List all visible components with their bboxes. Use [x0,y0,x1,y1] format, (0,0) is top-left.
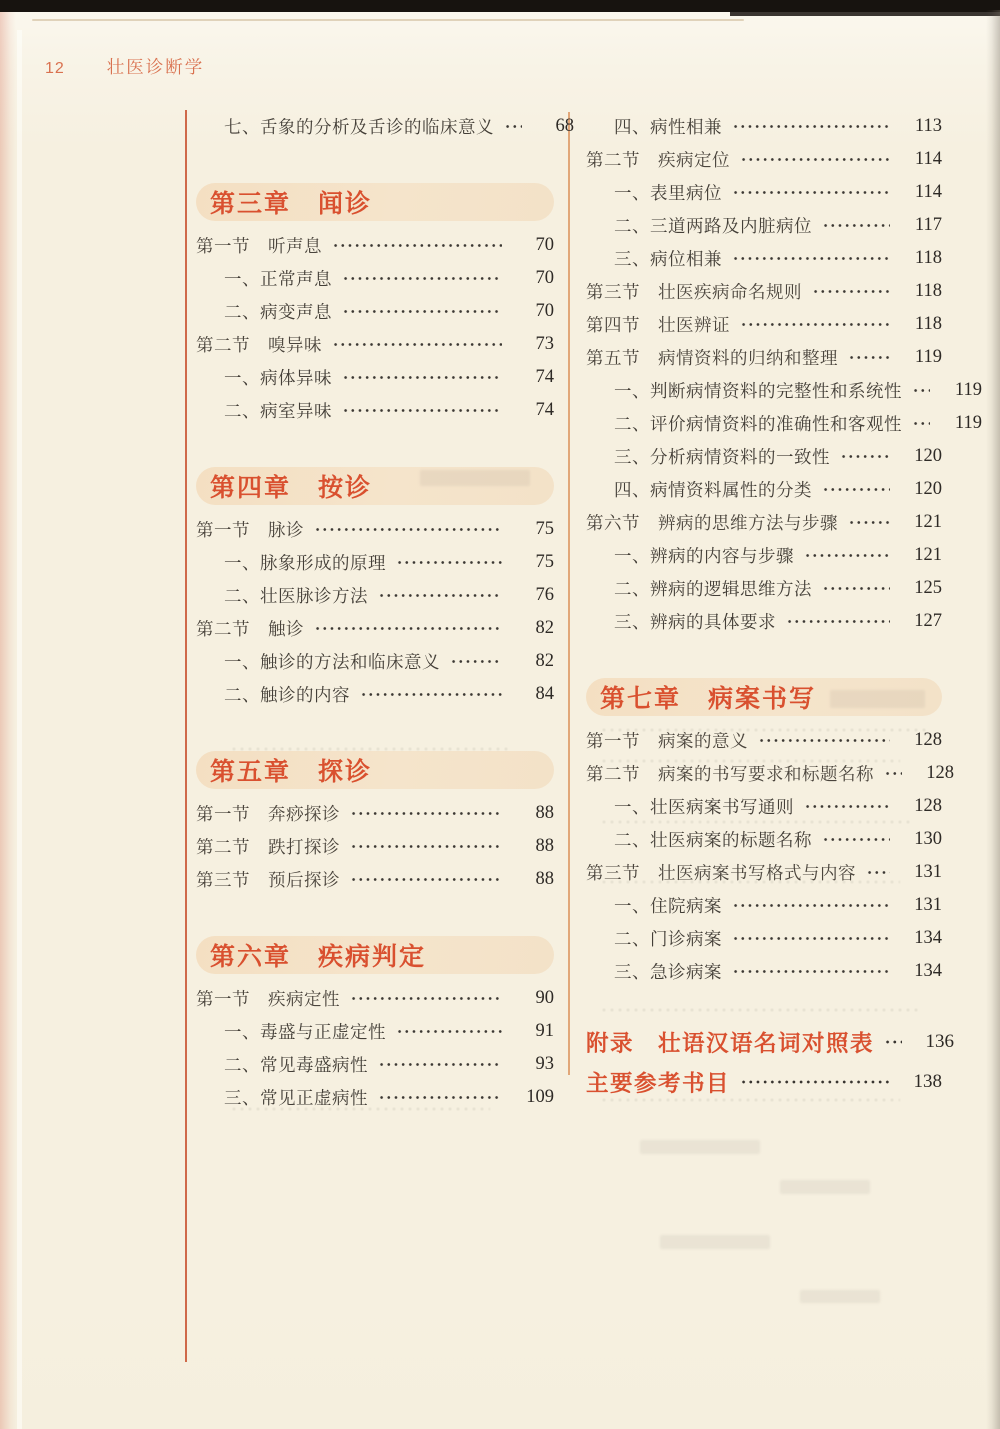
toc-entry-page: 118 [914,248,942,268]
toc-entry-page: 136 [925,1031,955,1052]
dot-leader [396,546,502,579]
toc-entry [586,209,942,242]
running-header [45,54,204,79]
dot-leader [350,830,502,863]
chapter-heading [196,751,554,789]
toc-entry-page: 119 [914,347,942,367]
dot-leader [314,513,502,546]
toc-entry [586,539,942,572]
toc-entry-title: 七、舌象的分析及舌诊的临床意义 [224,117,494,137]
dot-leader [884,1022,902,1062]
toc-entry-title: 三、常见正虚病性 [224,1088,368,1108]
dot-leader [822,823,890,856]
toc-entry-page: 75 [535,519,554,539]
toc-entry-page: 118 [914,281,942,301]
toc-entry-title: 第一节 听声息 [196,236,322,256]
toc-entry [586,341,942,374]
dot-leader [740,308,890,341]
toc-entry-page: 127 [914,611,942,631]
book-title: 壮医诊断学 [106,57,205,77]
dot-leader [342,295,502,328]
toc-entry-page: 119 [954,380,982,400]
toc-entry-page: 74 [535,367,554,387]
toc-entry-page: 131 [914,895,942,915]
toc-entry-page: 88 [535,869,554,889]
toc-entry [586,407,982,440]
bleed-artifact [230,745,510,753]
toc-entry-page: 88 [535,803,554,823]
toc-entry-page: 75 [535,552,554,572]
toc-entry-title: 第二节 触诊 [196,619,304,639]
dot-leader [822,572,890,605]
toc-entry-title: 一、壮医病案书写通则 [614,797,794,817]
scan-top-edge-shadow [730,12,1000,16]
dot-leader [332,328,502,361]
toc-entry-page: 117 [914,215,942,235]
dot-leader [732,176,890,209]
toc-entry-title: 一、触诊的方法和临床意义 [224,652,440,672]
toc-entry [586,1022,955,1062]
toc-entry-title: 三、分析病情资料的一致性 [614,447,830,467]
chapter-heading [196,936,554,974]
dot-leader [740,143,890,176]
toc-entry-page: 128 [914,730,942,750]
left-margin-rule [185,110,187,1362]
toc-entry-title: 二、评价病情资料的准确性和客观性 [614,414,902,434]
page-number: 12 [45,60,65,77]
toc-entry-page: 118 [914,314,942,334]
toc-entry [196,1015,554,1048]
toc-entry [586,922,942,955]
toc-entry [586,823,942,856]
toc-entry-title: 一、辨病的内容与步骤 [614,546,794,566]
bleed-artifact [230,1105,490,1113]
dot-leader [378,579,502,612]
toc-entry [586,308,942,341]
toc-entry-title: 一、毒盛与正虚定性 [224,1022,386,1042]
chapter-heading-label: 第四章 按诊 [210,474,373,502]
toc-entry-title: 第三节 壮医疾病命名规则 [586,282,802,302]
toc-entry-page: 125 [914,578,942,598]
dot-leader [378,1048,502,1081]
toc-entry-title: 二、三道两路及内脏病位 [614,216,812,236]
dot-leader [732,242,890,275]
toc-entry [586,275,942,308]
toc-entry-page: 88 [535,836,554,856]
toc-entry-page: 74 [535,400,554,420]
toc-entry-page: 138 [913,1071,942,1092]
toc-entry-title: 第二节 嗅异味 [196,335,322,355]
toc-entry [586,955,942,988]
bleed-artifact [600,878,900,886]
toc-entry [196,579,554,612]
toc-entry-title: 二、壮医脉诊方法 [224,586,368,606]
toc-entry-page: 70 [535,301,554,321]
toc-entry-title: 一、住院病案 [614,896,722,916]
bleed-artifact [420,470,530,486]
toc-entry-title: 主要参考书目 [586,1071,731,1096]
toc-entry-page: 130 [914,829,942,849]
toc-entry [196,262,554,295]
toc-entry-page: 120 [914,446,942,466]
scan-top-edge [0,0,1000,12]
bleed-artifact [600,1006,920,1014]
dot-leader [350,982,502,1015]
toc-column-right [586,110,982,1102]
dot-leader [332,229,502,262]
toc-entry-title: 第一节 奔痧探诊 [196,804,340,824]
toc-entry [586,242,942,275]
bleed-artifact [780,1180,870,1194]
toc-entry-page: 114 [914,182,942,202]
toc-entry-page: 131 [914,862,942,882]
dot-leader [732,922,890,955]
toc-entry [196,797,554,830]
toc-entry-page: 70 [535,268,554,288]
toc-entry-page: 121 [914,545,942,565]
dot-leader [822,473,890,506]
scan-right-edge [986,10,1000,1429]
toc-entry [196,1048,554,1081]
toc-entry [196,546,554,579]
toc-entry-page: 128 [926,763,954,783]
toc-entry-page: 113 [914,116,942,136]
bleed-artifact [600,1096,900,1104]
toc-entry-page: 121 [914,512,942,532]
dot-leader [732,889,890,922]
toc-entry [196,863,554,896]
toc-entry [586,176,942,209]
toc-entry-title: 第三节 预后探诊 [196,870,340,890]
dot-leader [350,797,502,830]
toc-entry [196,830,554,863]
toc-entry-page: 84 [535,684,554,704]
toc-entry-title: 第一节 脉诊 [196,520,304,540]
toc-entry-title: 三、辨病的具体要求 [614,612,776,632]
toc-entry-title: 第一节 疾病定性 [196,989,340,1009]
scan-left-highlight [17,30,22,1429]
toc-entry [586,374,982,407]
toc-entry [586,889,942,922]
toc-entry [586,110,942,143]
toc-entry [586,473,942,506]
toc-entry [196,328,554,361]
toc-entry-page: 82 [535,618,554,638]
chapter-heading-label: 第五章 探诊 [210,758,373,786]
dot-leader [314,612,502,645]
dot-leader [342,361,502,394]
toc-entry [196,982,554,1015]
chapter-heading-label: 第七章 病案书写 [600,685,817,713]
toc-entry-title: 第二节 病案的书写要求和标题名称 [586,764,874,784]
toc-entry [196,361,554,394]
dot-leader [342,394,502,427]
toc-entry-title: 第三节 壮医病案书写格式与内容 [586,863,856,883]
toc-entry-title: 四、病情资料属性的分类 [614,480,812,500]
bleed-artifact [600,726,930,734]
toc-entry-title: 第五节 病情资料的归纳和整理 [586,348,838,368]
toc-entry [196,295,554,328]
toc-entry-title: 二、壮医病案的标题名称 [614,830,812,850]
chapter-heading-label: 第六章 疾病判定 [210,943,427,971]
bleed-artifact [600,757,900,765]
toc-entry-title: 二、病室异味 [224,401,332,421]
toc-entry-title: 三、病位相兼 [614,249,722,269]
toc-entry-title: 一、脉象形成的原理 [224,553,386,573]
scan-left-edge [0,12,16,1429]
dot-leader [450,645,502,678]
toc-entry-title: 第二节 疾病定位 [586,150,730,170]
toc-entry-title: 附录 壮语汉语名词对照表 [586,1031,875,1056]
toc-entry [586,143,942,176]
toc-entry-title: 二、辨病的逻辑思维方法 [614,579,812,599]
dot-leader [732,955,890,988]
toc-column-left [196,110,574,1114]
toc-entry-page: 119 [954,413,982,433]
toc-entry [586,605,942,638]
bleed-artifact [830,690,925,708]
toc-entry [196,394,554,427]
dot-leader [812,275,890,308]
toc-entry-title: 二、病变声息 [224,302,332,322]
toc-entry-title: 第一节 病案的意义 [586,731,748,751]
toc-entry [586,506,942,539]
toc-entry-page: 73 [535,334,554,354]
dot-leader [396,1015,502,1048]
dot-leader [350,863,502,896]
toc-entry-page: 76 [535,585,554,605]
bleed-artifact [660,1235,770,1249]
toc-entry-page: 109 [526,1087,554,1107]
toc-entry-title: 二、触诊的内容 [224,685,350,705]
column-divider-rule [568,112,570,1075]
bleed-artifact [600,818,910,826]
dot-leader [912,407,930,440]
dot-leader [504,110,522,143]
dot-leader [840,440,890,473]
toc-entry-title: 二、门诊病案 [614,929,722,949]
toc-entry-page: 93 [535,1054,554,1074]
toc-entry [586,572,942,605]
toc-entry [196,645,554,678]
dot-leader [732,110,890,143]
toc-entry-page: 68 [555,116,574,136]
toc-entry-page: 114 [914,149,942,169]
toc-entry-page: 120 [914,479,942,499]
toc-entry [196,513,554,546]
page-edge-line [32,19,744,21]
toc-entry-page: 134 [914,961,942,981]
toc-entry [196,110,574,143]
dot-leader [848,341,890,374]
toc-entry-title: 二、常见毒盛病性 [224,1055,368,1075]
toc-entry [196,678,554,711]
toc-entry-page: 90 [535,988,554,1008]
dot-leader [912,374,930,407]
toc-entry [196,229,554,262]
dot-leader [786,605,890,638]
toc-entry-title: 第二节 跌打探诊 [196,837,340,857]
toc-entry-title: 第六节 辨病的思维方法与步骤 [586,513,838,533]
toc-entry-title: 一、病体异味 [224,368,332,388]
toc-entry-title: 一、判断病情资料的完整性和系统性 [614,381,902,401]
toc-entry-page: 82 [535,651,554,671]
chapter-heading-label: 第三章 闻诊 [210,190,373,218]
toc-entry-title: 四、病性相兼 [614,117,722,137]
bleed-artifact [800,1290,880,1303]
toc-entry [196,612,554,645]
toc-entry-page: 128 [914,796,942,816]
toc-entry [586,440,942,473]
toc-entry-page: 91 [535,1021,554,1041]
toc-entry-title: 第四节 壮医辨证 [586,315,730,335]
toc-entry-title: 三、急诊病案 [614,962,722,982]
toc-entry-page: 70 [535,235,554,255]
dot-leader [848,506,890,539]
dot-leader [822,209,890,242]
toc-entry-title: 一、正常声息 [224,269,332,289]
toc-entry-title: 一、表里病位 [614,183,722,203]
dot-leader [342,262,502,295]
bleed-artifact [640,1140,760,1154]
toc-entry-page: 134 [914,928,942,948]
dot-leader [360,678,502,711]
chapter-heading [196,183,554,221]
dot-leader [804,539,890,572]
